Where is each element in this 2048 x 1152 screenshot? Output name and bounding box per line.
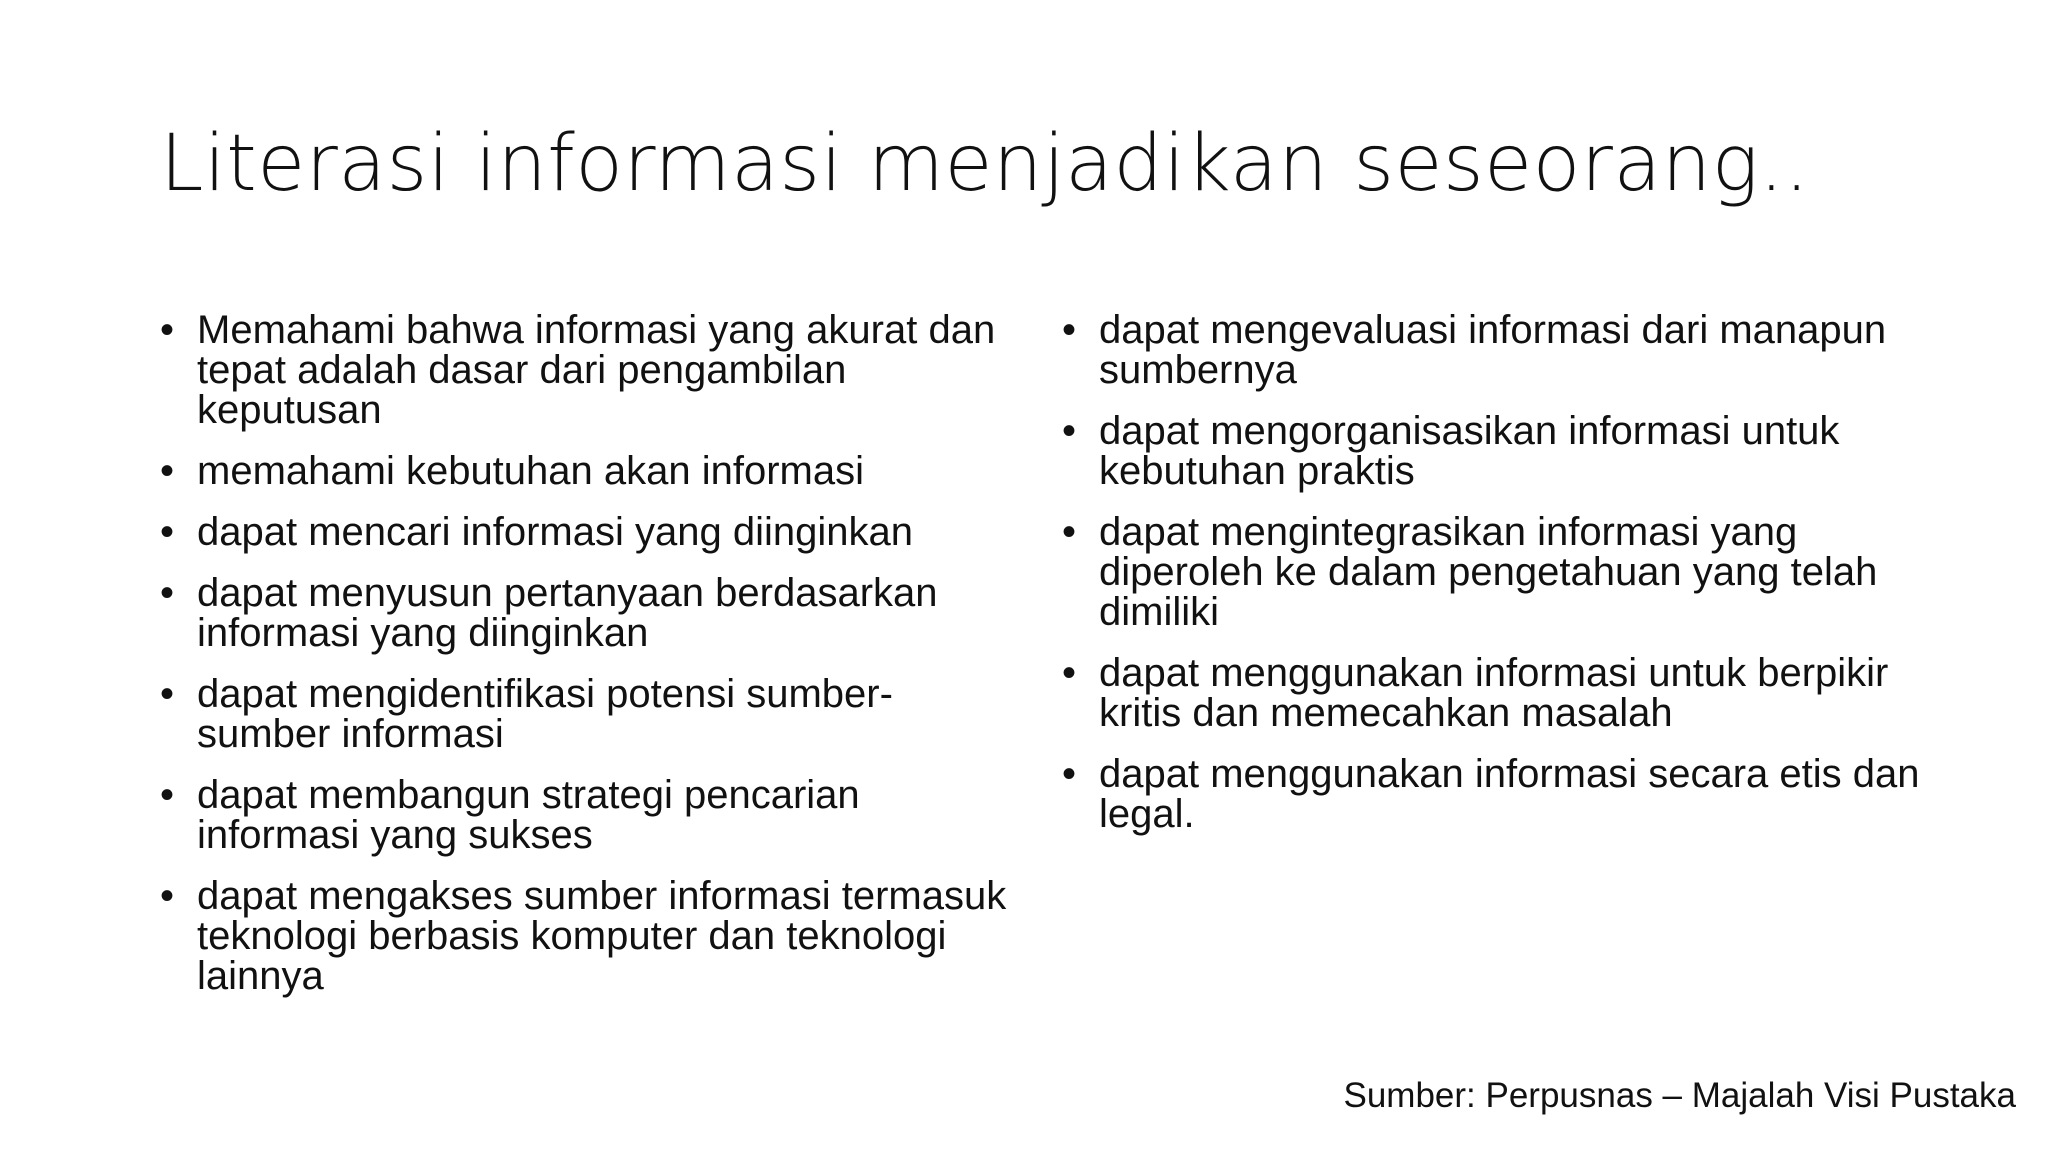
list-item [160, 310, 1020, 430]
list-item [160, 573, 1020, 653]
list-item-text: dapat mengorganisasikan informasi untuk kebutuhan praktis [1099, 409, 1840, 493]
bullet-icon: • [160, 874, 175, 918]
bullet-icon: • [1062, 651, 1077, 695]
source-citation: Sumber: Perpusnas – Majalah Visi Pustaka [1343, 1076, 2016, 1115]
list-item-text: dapat membangun strategi pencarian informasi yang sukses [197, 773, 860, 857]
list-item-text: dapat mencari informasi yang diinginkan [197, 510, 913, 554]
left-bullet-list [160, 310, 1020, 1017]
bullet-icon: • [160, 449, 175, 493]
list-item-text: dapat mengevaluasi informasi dari manapun sumbernya [1099, 308, 1887, 392]
bullet-icon: • [160, 672, 175, 716]
list-item-text: dapat mengakses sumber informasi termasuk teknologi berbasis komputer dan teknologi lainnya [197, 874, 1007, 998]
list-item [1062, 653, 1922, 733]
list-item-text: Memahami bahwa informasi yang akurat dan tepat adalah dasar dari pengambilan keputusan [197, 308, 996, 432]
bullet-icon: • [1062, 510, 1077, 554]
bullet-icon: • [160, 308, 175, 352]
list-item [160, 512, 1020, 552]
list-item [1062, 754, 1922, 834]
list-item-text: memahami kebutuhan akan informasi [197, 449, 865, 493]
list-item [160, 775, 1020, 855]
list-item [160, 451, 1020, 491]
bullet-icon: • [1062, 409, 1077, 453]
list-item [160, 876, 1020, 996]
bullet-icon: • [1062, 308, 1077, 352]
bullet-icon: • [160, 571, 175, 615]
list-item [1062, 512, 1922, 632]
slide-title: Literasi informasi menjadikan seseorang.. [160, 119, 1810, 209]
right-bullet-list [1062, 310, 1922, 855]
list-item-text: dapat mengidentifikasi potensi sumber-sumber informasi [197, 672, 893, 756]
list-item [160, 674, 1020, 754]
bullet-icon: • [1062, 752, 1077, 796]
list-item [1062, 310, 1922, 390]
list-item-text: dapat menggunakan informasi secara etis dan legal. [1099, 752, 1920, 836]
list-item [1062, 411, 1922, 491]
bullet-icon: • [160, 773, 175, 817]
list-item-text: dapat mengintegrasikan informasi yang diperoleh ke dalam pengetahuan yang telah dimiliki [1099, 510, 1878, 634]
list-item-text: dapat menggunakan informasi untuk berpikir kritis dan memecahkan masalah [1099, 651, 1889, 735]
bullet-icon: • [160, 510, 175, 554]
list-item-text: dapat menyusun pertanyaan berdasarkan informasi yang diinginkan [197, 571, 938, 655]
